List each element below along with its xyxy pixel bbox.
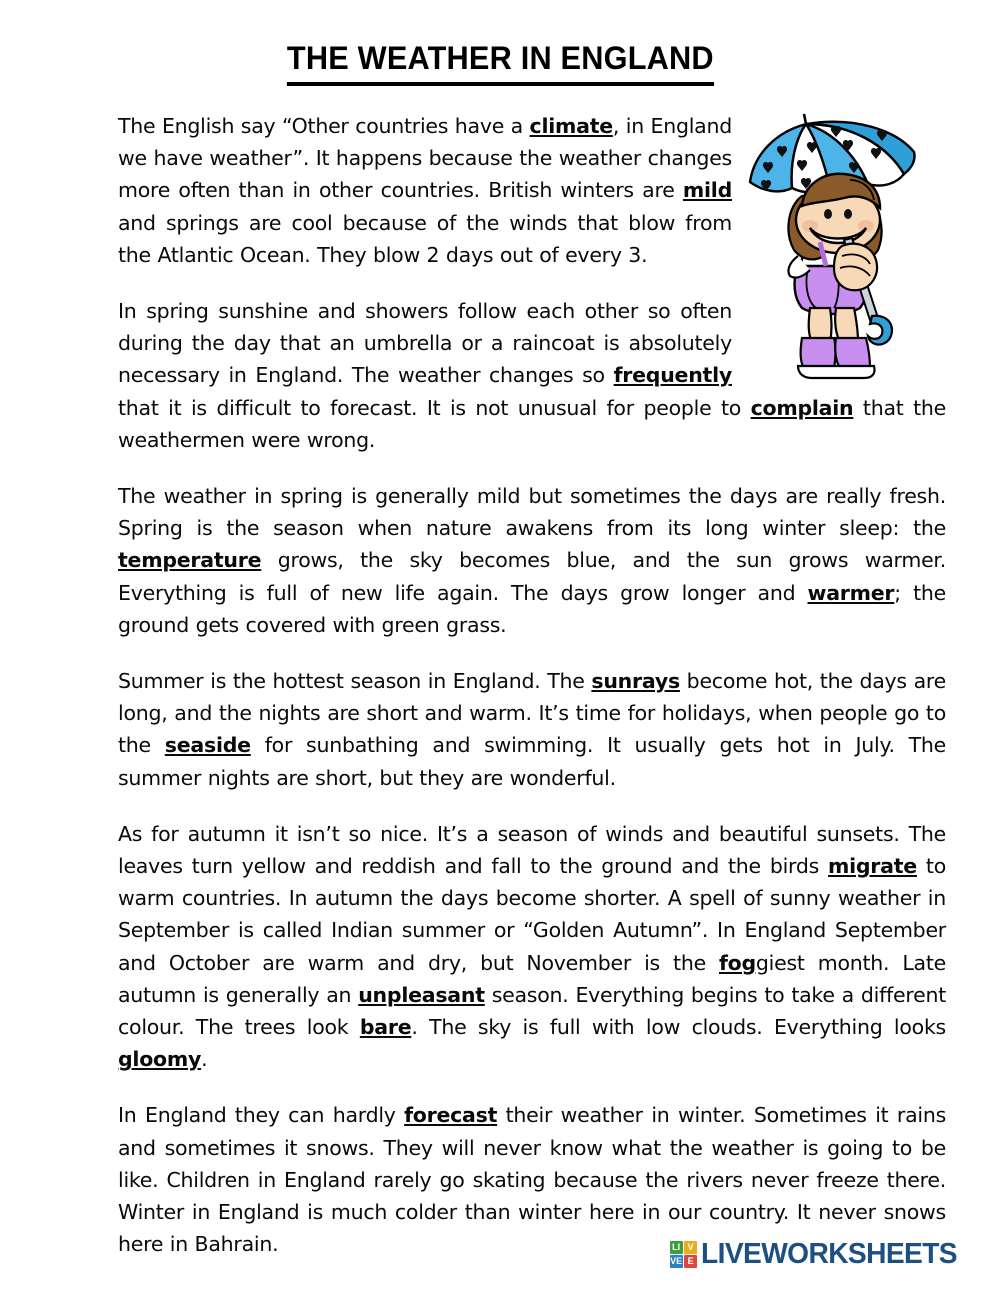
logo-cell-v-top: V xyxy=(684,1241,697,1254)
paragraph-1: The English say “Other countries have a climate, in England we have weather”. It happens because the weather changes more often than in other countries. British winters are mild and springs are cool because of the winds that blow from the Atlantic Ocean. They blow 2 days out of every 3. xyxy=(118,114,732,267)
liveworksheets-footer xyxy=(669,1237,965,1270)
keyword-migrate: migrate xyxy=(828,854,917,879)
keyword-complain: complain xyxy=(750,395,854,420)
logo-cell-ve: VE xyxy=(670,1256,683,1266)
document-body xyxy=(0,110,1000,1261)
girl-with-umbrella-illustration xyxy=(746,110,946,382)
paragraph-2: In spring sunshine and showers follow each other so often during the day that an umbrella or a raincoat is absolutely necessary in England. The weather changes so frequently that it is difficult to forecast. It is not unusual for people to complain that the weathermen were wrong. xyxy=(118,299,947,452)
keyword-bare: bare xyxy=(359,1015,412,1040)
keyword-mild: mild xyxy=(682,178,732,203)
keyword-temperature: temperature xyxy=(118,548,262,573)
paragraph-6: In England they can hardly forecast their weather in winter. Sometimes it rains and sometimes it snows. They will never know what the weather is going to be like. Children in England rarely go skating because the rivers never freeze there. Winter in England is much colder than winter here in our country. It never snows here in Bahrain. xyxy=(118,1103,947,1257)
paragraph-3: The weather in spring is generally mild but sometimes the days are really fresh. Spring is the season when nature awakens from its long winter sleep: the temperature grows, the sky becomes blue, and the sun grows warmer. Everything is full of new life again. The days grow longer and warmer; the ground gets covered with green grass. xyxy=(118,484,946,637)
liveworksheets-logo-icon xyxy=(669,1240,699,1270)
logo-cell-e: E xyxy=(684,1255,697,1268)
keyword-fog: fog xyxy=(718,950,756,975)
logo-cell-li: LI xyxy=(670,1241,683,1254)
keyword-climate: climate xyxy=(529,114,613,138)
keyword-forecast: forecast xyxy=(404,1103,498,1128)
keyword-unpleasant: unpleasant xyxy=(358,982,485,1007)
keyword-gloomy: gloomy xyxy=(118,1047,202,1072)
girl-with-umbrella-svg xyxy=(746,110,946,382)
liveworksheets-wordmark: LIVEWORKSHEETS xyxy=(701,1237,958,1270)
page-title: THE WEATHER IN ENGLAND xyxy=(287,40,714,86)
paragraph-4: Summer is the hottest season in England. The sunrays become hot, the days are long, and the nights are short and warm. It’s time for holidays, when people go to the seaside for sunbathing and swimming. It usually gets hot in July. The summer nights are short, but they are wonderful. xyxy=(118,669,947,790)
keyword-sunrays: sunrays xyxy=(591,669,680,694)
title-container xyxy=(0,0,1000,86)
keyword-warmer: warmer xyxy=(807,580,895,605)
keyword-frequently: frequently xyxy=(613,363,732,388)
keyword-seaside: seaside xyxy=(164,733,251,758)
paragraph-5: As for autumn it isn’t so nice. It’s a season of winds and beautiful sunsets. The leaves turn yellow and reddish and fall to the ground and the birds migrate to warm countries. In autumn the days become shorter. A spell of sunny weather in September is called Indian summer or “Golden Autumn”. In England September and October are warm and dry, but November is the foggiest month. Late autumn is generally an unpleasant season. Everything begins to take a different colour. The trees look bare. The sky is full with low clouds. Everything looks gloomy. xyxy=(118,821,946,1072)
